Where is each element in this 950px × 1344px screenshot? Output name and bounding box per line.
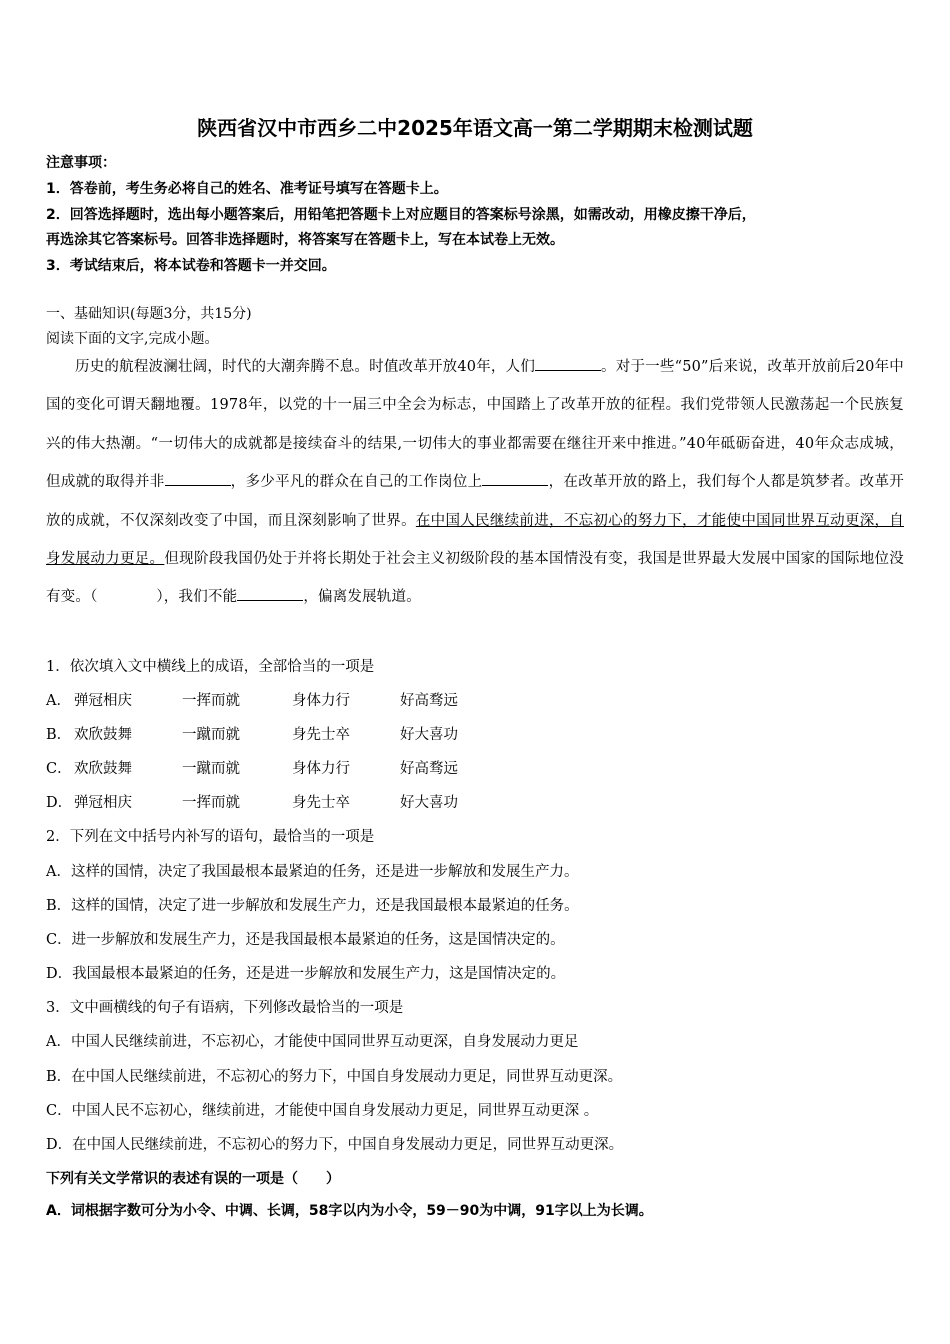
option-word: 好高骛远 [400,761,458,777]
option-word: 身先士卒 [292,727,350,743]
option-word: 一挥而就 [182,795,240,811]
section-heading: 一、基础知识(每题3分，共15分) [46,306,252,322]
option-word: 身体力行 [292,761,350,777]
q2-option: B．这样的国情，决定了进一步解放和发展生产力，还是我国最根本最紧迫的任务。 [46,898,579,914]
option-word: 欢欣鼓舞 [74,727,132,743]
q2-option: D．我国最根本最紧迫的任务，还是进一步解放和发展生产力，这是国情决定的。 [46,966,566,982]
notice-item: 3．考试结束后，将本试卷和答题卡一并交回。 [46,258,336,274]
underlined-sentence: 在中国人民继续前进，不忘初心的努力下，才能使中国同世界互动更深，自身发展动力更足。 [46,512,904,568]
q3-option: C．中国人民不忘初心，继续前进，才能使中国自身发展动力更足，同世界互动更深 。 [46,1103,599,1119]
question-stem: 下列有关文学常识的表述有误的一项是（ ） [46,1171,340,1187]
option-letter: C． [46,761,72,777]
q1-option [46,689,458,710]
option-letter: B． [46,727,72,743]
section-instruction: 阅读下面的文字,完成小题。 [46,331,219,347]
passage-text: 但现阶段我国仍处于并将长期处于社会主义初级阶段的基本国情没有变，我国是世界最大发展中国家的国际地位没有变。（ ），我们不能 [46,551,904,606]
passage-text: ，在改革开放的路上，我们每个人都是筑梦者。改革开放的成就，不仅深刻改变了中国，而且深刻影响了世界。 [46,474,904,529]
notice-heading: 注意事项： [46,155,116,171]
fill-blank [165,471,231,486]
q2-option: A．这样的国情，决定了我国最根本最紧迫的任务，还是进一步解放和发展生产力。 [46,864,579,880]
option-word: 欢欣鼓舞 [74,761,132,777]
option-word: 一挥而就 [182,693,240,709]
option-word: 身先士卒 [292,795,350,811]
option-letter: A． [46,693,71,709]
q1-option [46,791,458,812]
option-word: 弹冠相庆 [74,795,132,811]
question-stem: 2．下列在文中括号内补写的语句，最恰当的一项是 [46,829,375,845]
q1-option [46,757,458,778]
passage-text: 。对于一些“50”后来说，改革开放前后20年中国的变化可谓天翻地覆。1978年，以党的十一届三中全会为标志，中国踏上了改革开放的征程。我们党带领人民激荡起一个民族复兴的伟大热潮。“一切伟大的成就都是接续奋斗的结果,一切伟大的事业都需要在继往开来中推进。”40年砥砺奋进，40年众志成城，但成就的取得并非 [46,359,904,491]
question-stem: 3．文中画横线的句子有语病，下列修改最恰当的一项是 [46,1000,404,1016]
option-letter: D． [46,795,73,811]
option-word: 好高骛远 [400,693,458,709]
q1-option [46,723,458,744]
fill-blank [237,586,303,601]
passage-text: ，偏离发展轨道。 [303,589,421,606]
option-word: 一蹴而就 [182,727,240,743]
passage-text: 历史的航程波澜壮阔，时代的大潮奔腾不息。时值改革开放40年，人们 [75,359,536,375]
q4-option: A．词根据字数可分为小令、中调、长调，58字以内为小令，59－90为中调，91字以上为长调。 [46,1203,653,1219]
question-stem: 1．依次填入文中横线上的成语，全部恰当的一项是 [46,659,375,675]
notice-item: 再选涂其它答案标号。回答非选择题时，将答案写在答题卡上，写在本试卷上无效。 [46,232,564,248]
exam-title: 陕西省汉中市西乡二中2025年语文高一第二学期期末检测试题 [197,116,753,140]
passage-text: ，多少平凡的群众在自己的工作岗位上 [230,474,483,491]
q3-option: A．中国人民继续前进，不忘初心，才能使中国同世界互动更深，自身发展动力更足 [46,1034,579,1050]
fill-blank [482,471,548,486]
q2-option: C．进一步解放和发展生产力，还是我国最根本最紧迫的任务，这是国情决定的。 [46,932,565,948]
option-word: 一蹴而就 [182,761,240,777]
option-word: 好大喜功 [400,727,458,743]
q3-option: D．在中国人民继续前进，不忘初心的努力下，中国自身发展动力更足，同世界互动更深。 [46,1137,624,1153]
option-word: 身体力行 [292,693,350,709]
fill-blank [535,356,601,371]
reading-passage [46,348,904,617]
option-word: 弹冠相庆 [74,693,132,709]
q3-option: B．在中国人民继续前进，不忘初心的努力下，中国自身发展动力更足，同世界互动更深。 [46,1069,623,1085]
notice-item: 2．回答选择题时，选出每小题答案后，用铅笔把答题卡上对应题目的答案标号涂黑，如需改动，用橡皮擦干净后， [46,207,756,223]
notice-item: 1．答卷前，考生务必将自己的姓名、准考证号填写在答题卡上。 [46,181,448,197]
option-word: 好大喜功 [400,795,458,811]
